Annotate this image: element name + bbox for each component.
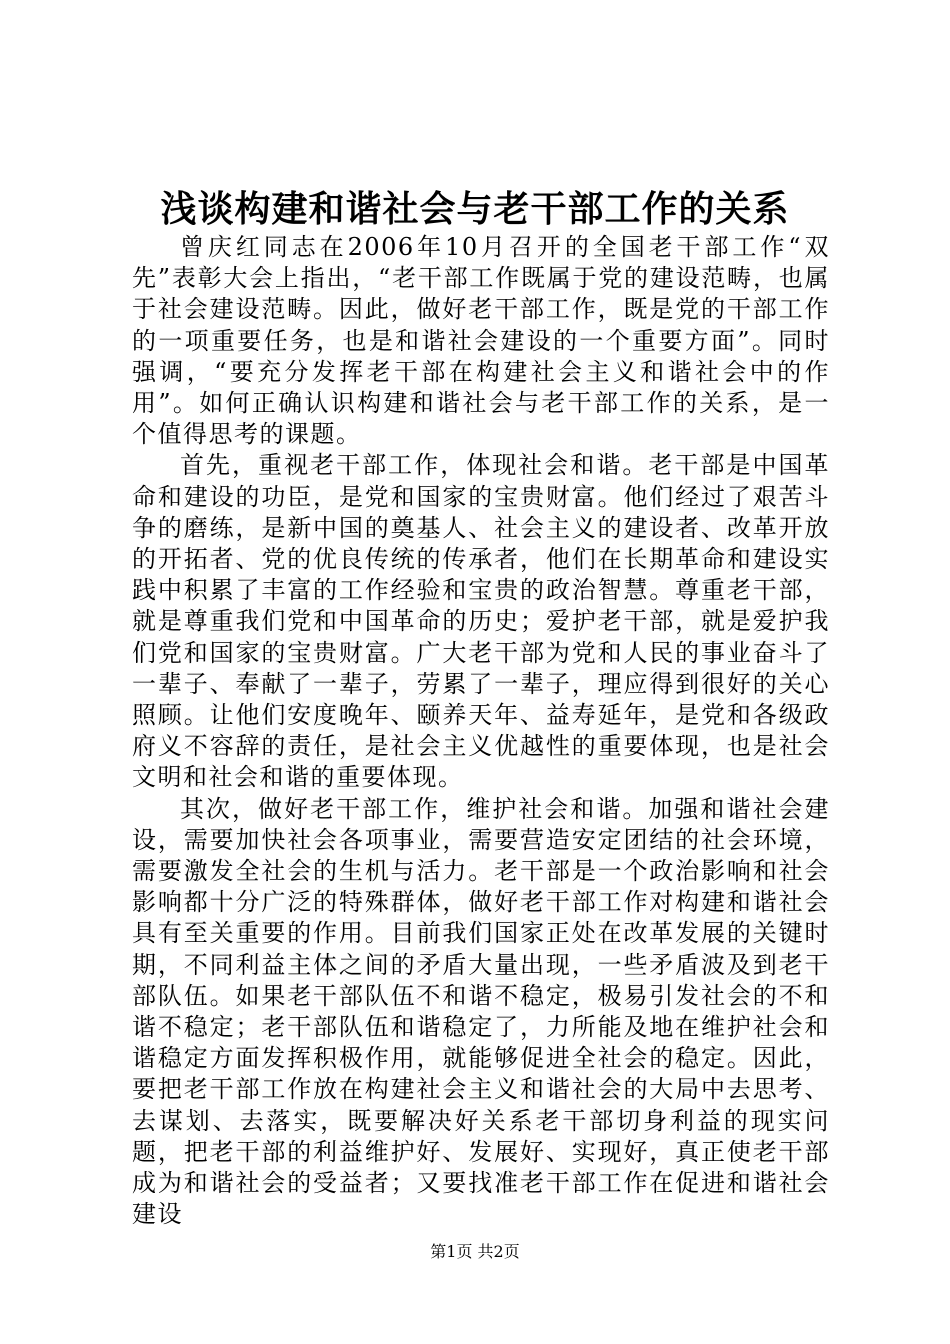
- document-body: [132, 232, 830, 1231]
- page-number-footer: 第1页 共2页: [430, 1242, 520, 1261]
- paragraph-second-point: 其次，做好老干部工作，维护社会和谐。加强和谐社会建设，需要加快社会各项事业，需要营造安定团结的社会环境，需要激发全社会的生机与活力。老干部是一个政治影响和社会影响都十分广泛的特殊群体，做好老干部工作对构建和谐社会具有至关重要的作用。目前我们国家正处在改革发展的关键时期，不同利益主体之间的矛盾大量出现，一些矛盾波及到老干部队伍。如果老干部队伍不和谐不稳定，极易引发社会的不和谐不稳定；老干部队伍和谐稳定了，力所能及地在维护社会和谐稳定方面发挥积极作用，就能够促进全社会的稳定。因此，要把老干部工作放在构建社会主义和谐社会的大局中去思考、去谋划、去落实，既要解决好关系老干部切身利益的现实问题，把老干部的利益维护好、发展好、实现好，真正使老干部成为和谐社会的受益者；又要找准老干部工作在促进和谐社会建设: [132, 794, 830, 1229]
- paragraph-intro: 曾庆红同志在2006年10月召开的全国老干部工作“双先”表彰大会上指出，“老干部工作既属于党的建设范畴，也属于社会建设范畴。因此，做好老干部工作，既是党的干部工作的一项重要任务，也是和谐社会建设的一个重要方面”。同时强调，“要充分发挥老干部在构建社会主义和谐社会中的作用”。如何正确认识构建和谐社会与老干部工作的关系，是一个值得思考的课题。: [132, 233, 830, 449]
- paragraph-first-point: 首先，重视老干部工作，体现社会和谐。老干部是中国革命和建设的功臣，是党和国家的宝贵财富。他们经过了艰苦斗争的磨练，是新中国的奠基人、社会主义的建设者、改革开放的开拓者、党的优良传统的传承者，他们在长期革命和建设实践中积累了丰富的工作经验和宝贵的政治智慧。尊重老干部，就是尊重我们党和中国革命的历史；爱护老干部，就是爱护我们党和国家的宝贵财富。广大老干部为党和人民的事业奋斗了一辈子、奉献了一辈子，劳累了一辈子，理应得到很好的关心照顾。让他们安度晚年、颐养天年、益寿延年，是党和各级政府义不容辞的责任，是社会主义优越性的重要体现，也是社会文明和社会和谐的重要体现。: [132, 451, 830, 792]
- document-title: 浅谈构建和谐社会与老干部工作的关系: [160, 188, 790, 230]
